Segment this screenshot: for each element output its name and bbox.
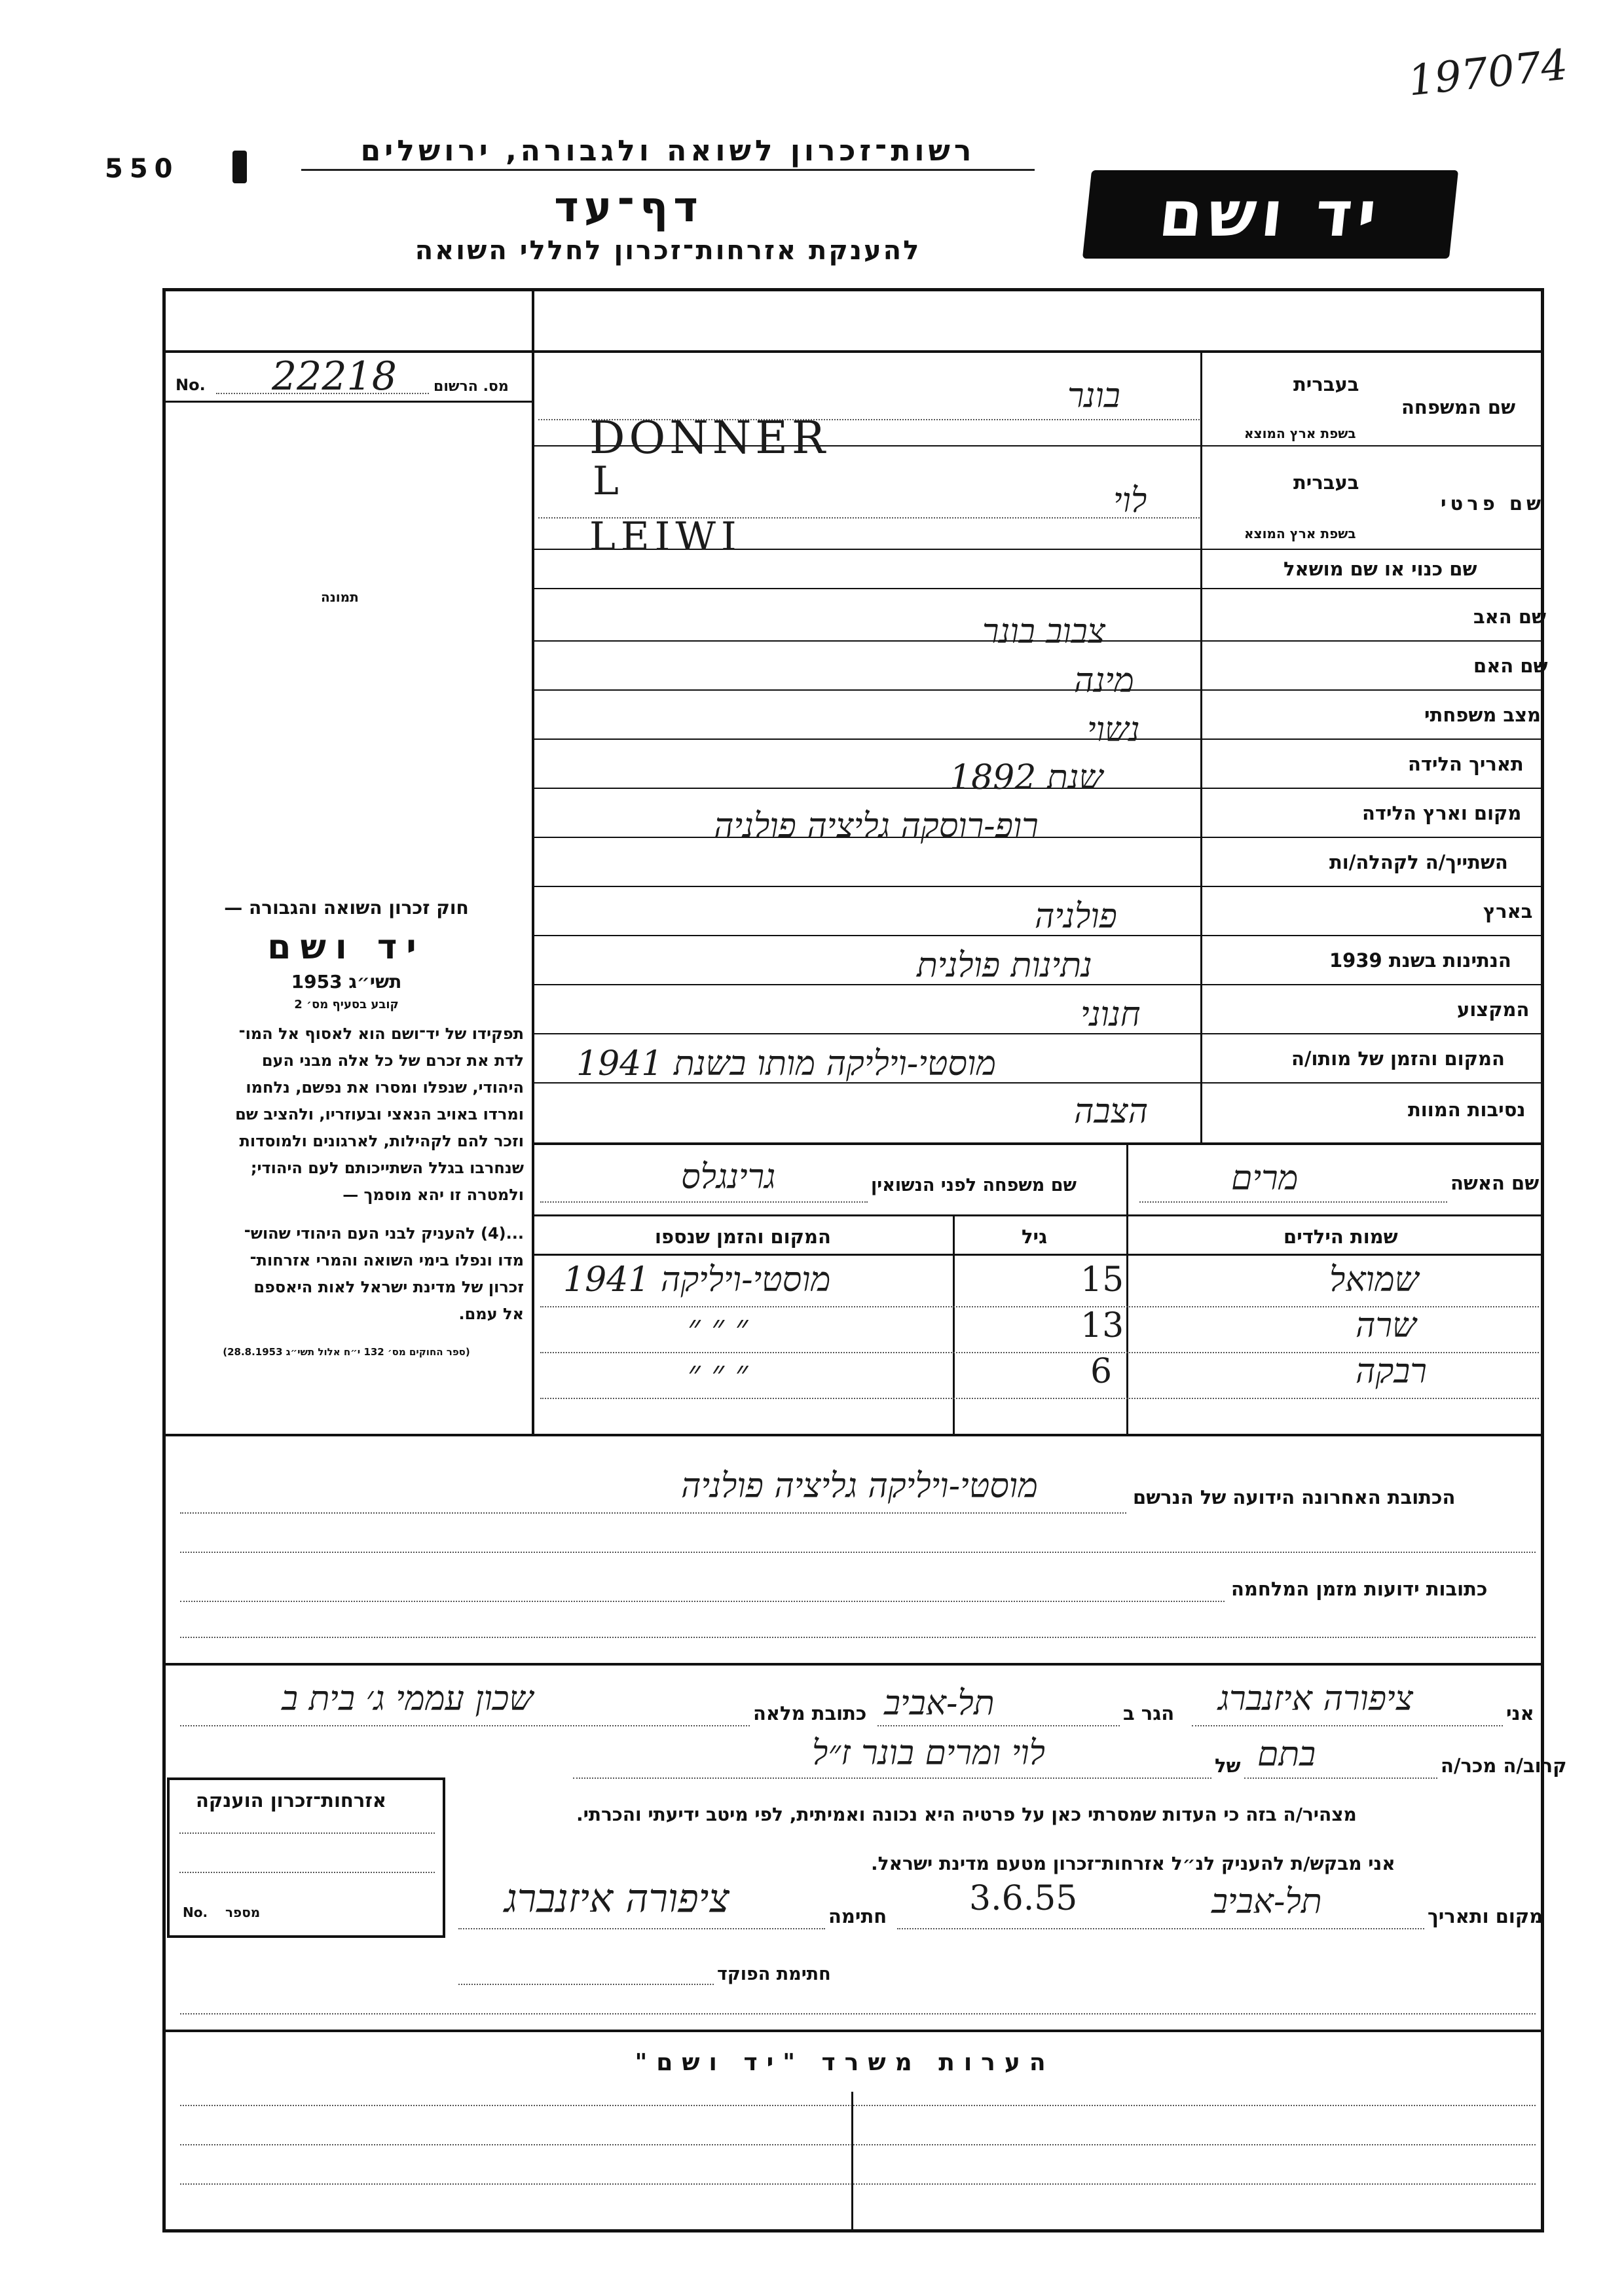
law-paragraph-1: תפקידו של יד־ושם הוא לאסוף אל המו־ לדת את זכרם של כל אלה מבני העם היהודי, שנפלו ומסרו את נפשם, נלחמו ומרדו באויב הנאצי ובעוזריו, ולהציב שם וזכר להם לקהילות, לארגונים ולמוסדות שנחרבו בגלל השתייכותם לעם היהודי; ולמטרה זו יהא מוסמך —	[235, 1025, 524, 1204]
last-address-value: מוסטי-ויליקה גליציה פולניה	[681, 1467, 1038, 1506]
birth-date-value: שנת 1892	[950, 758, 1103, 797]
wartime-address-label: כתובות ידועות מזמן המלחמה	[1231, 1578, 1488, 1600]
child-name: שרה	[1356, 1306, 1416, 1345]
law-paragraph-2: ...(4) להעניק לבני העם היהודי שהוש־ מדו ונפלו בימי השואה והמרי אזרחות־ זכרון של מדינת ישראל לאות היאספם אל עמם.	[244, 1224, 524, 1323]
law-name: יד ושם	[267, 928, 426, 967]
last-address-label: הכתובת האחרונה הידועה של הנרשם	[1133, 1486, 1456, 1508]
resides-label: הגר ב	[1123, 1702, 1175, 1724]
stamp-mark	[232, 151, 247, 183]
law-year: תשי״ג 1953	[291, 971, 402, 993]
declarant-name: ציפורה איזנברג	[1218, 1679, 1413, 1719]
death-place-label: המקום והזמן של מותו/ה	[1291, 1048, 1505, 1070]
child-age: 13	[1080, 1306, 1124, 1345]
children-header-age: גיל	[1022, 1226, 1048, 1248]
law-clause: קובע בסעיף מס׳ 2	[294, 998, 399, 1011]
first-hebrew-label: בעברית	[1293, 471, 1359, 494]
father-label: שם האב	[1473, 606, 1547, 628]
first-name-hebrew: לוי	[1113, 481, 1147, 520]
birth-date-label: תאריך הלידה	[1408, 753, 1524, 775]
signature-value: ציפורה איזנברג	[504, 1876, 729, 1922]
family-origin-label: בשפת ארץ המוצא	[1244, 426, 1356, 441]
logo-text: יד ושם	[1155, 177, 1386, 251]
child-age: 15	[1080, 1260, 1124, 1300]
award-title: אזרחות־זכרון הוענקה	[196, 1789, 387, 1812]
community-label: השתייך/ה לקהלה/ות	[1329, 851, 1508, 873]
death-place-value: מוסטי-ויליקה מותו בשנת 1941	[576, 1044, 997, 1084]
archive-number: 197074	[1405, 41, 1570, 106]
child-name: רבקה	[1356, 1352, 1427, 1391]
child-place: ״ ״ ״	[688, 1308, 748, 1347]
full-address-value: שכון עממי ג׳ בית ב	[282, 1679, 534, 1719]
child-age: 6	[1090, 1352, 1113, 1391]
form-title: דף־עד	[554, 183, 703, 232]
mother-value: מינה	[1074, 661, 1134, 701]
birth-place-value: רופ-רוסקה גליציה פולניה	[714, 807, 1039, 846]
of-label: של	[1215, 1755, 1241, 1777]
first-name-mark: L	[593, 458, 619, 504]
wife-label: שם האשה	[1450, 1172, 1540, 1194]
birth-place-label: מקום וארץ הלידה	[1362, 802, 1522, 824]
award-box	[167, 1777, 445, 1938]
first-name-origin: LEIWI	[589, 514, 742, 560]
country-label: בארץ	[1483, 900, 1533, 922]
date-value: 3.6.55	[969, 1879, 1078, 1918]
death-cause-label: נסיבות המוות	[1408, 1099, 1526, 1121]
mother-label: שם האם	[1473, 655, 1548, 677]
family-hebrew-label: בעברית	[1293, 373, 1359, 395]
maiden-value: גרינגלס	[681, 1157, 776, 1197]
officer-label: חתימת הפוקד	[717, 1964, 831, 1984]
father-value: צבוב בונר	[982, 612, 1106, 651]
marital-value: נשוי	[1087, 710, 1140, 750]
signature-label: חתימה	[828, 1905, 887, 1927]
law-source: (ספר החוקים מס׳ 132 י״ח אלול תשי״ג 28.8.1953)	[223, 1346, 470, 1358]
of-value: לוי ומרים בונר ז״ל	[812, 1734, 1046, 1773]
award-number-label: מספר	[225, 1904, 261, 1920]
first-origin-label: בשפת ארץ המוצא	[1244, 526, 1356, 541]
i-label: אני	[1506, 1702, 1534, 1724]
sheet-number: 550	[105, 154, 179, 184]
children-header-names: שמות הילדים	[1283, 1226, 1398, 1248]
marital-label: מצב משפחתי	[1424, 704, 1541, 726]
first-name-label: שם פרטי	[1441, 492, 1545, 515]
photo-label: תמונה	[321, 589, 359, 605]
declarant-city: תל-אביב	[884, 1684, 995, 1723]
child-place: מוסטי-ויליקה 1941	[563, 1260, 831, 1300]
occupation-value: חנוני	[1080, 995, 1141, 1034]
occupation-label: המקצוע	[1457, 998, 1530, 1021]
relation-value: בתם	[1257, 1735, 1316, 1774]
registration-no-label: No.	[175, 376, 206, 394]
family-name-label: שם המשפחה	[1401, 396, 1516, 418]
citizenship-label: הנתינות בשנת 1939	[1329, 949, 1511, 972]
family-name-hebrew: בונר	[1067, 376, 1120, 416]
law-text	[169, 897, 524, 1358]
law-title: חוק זכרון השואה והגבורה —	[224, 897, 469, 919]
citizenship-value: נתינות פולנית	[917, 946, 1092, 985]
award-no-label: No.	[183, 1904, 208, 1920]
relation-label: קרוב/ה מכר/ה	[1441, 1755, 1567, 1777]
office-notes-title: הערות משרד "יד ושם"	[635, 2049, 1055, 2076]
wife-value: מרים	[1231, 1159, 1299, 1198]
full-address-label: כתובת מלאה	[753, 1702, 867, 1724]
children-header-place: המקום והזמן שנספו	[655, 1226, 831, 1248]
request-text: אני מבקש/ת להעניק לנ״ל אזרחות־זכרון מטעם מדינת ישראל.	[871, 1853, 1395, 1874]
declaration-text: מצהיר/ה בזה כי העדות שמסרתי כאן על פרטיה היא נכונה ואמיתית, לפי מיטב ידיעתי והכרתי.	[576, 1804, 1357, 1825]
place-date-label: מקום ותאריך	[1428, 1905, 1543, 1927]
child-name: שמואל	[1329, 1260, 1419, 1300]
registration-number: 22218	[272, 354, 397, 399]
child-place: ״ ״ ״	[688, 1354, 748, 1393]
family-name-origin: DONNER	[589, 412, 830, 464]
registration-label: מס. הרשום	[434, 378, 509, 395]
maiden-label: שם משפחה לפני הנשואין	[871, 1175, 1077, 1195]
authority-name: רשות־זכרון לשואה ולגבורה, ירושלים	[360, 134, 976, 168]
place-value: תל-אביב	[1211, 1882, 1322, 1922]
country-value: פולניה	[1035, 897, 1117, 936]
death-cause-value: הצבה	[1074, 1092, 1149, 1131]
form-subtitle: להענקת אזרחות־זכרון לחללי השואה	[415, 236, 921, 266]
nickname-label: שם כנוי או שם מושאל	[1283, 558, 1477, 580]
yad-vashem-logo	[1082, 170, 1458, 259]
